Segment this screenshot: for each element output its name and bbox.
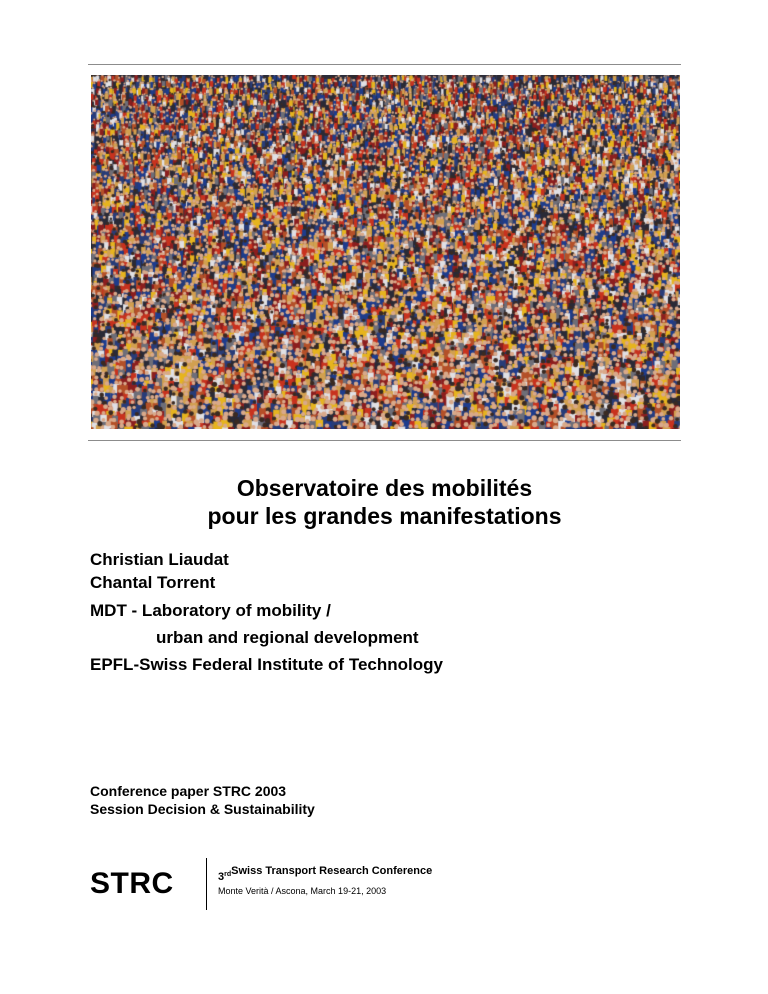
author-name: Chantal Torrent [90,573,216,592]
author-name: Christian Liaudat [90,550,229,569]
crowd-photo-canvas [91,75,680,429]
ordinal-number: 3 [218,871,225,883]
logo-divider [206,858,207,910]
crowd-photo [91,75,680,429]
affiliation-lab-line-1: MDT - Laboratory of mobility / [90,601,331,620]
conference-paper-label: Conference paper STRC 2003 [90,783,287,799]
conference-venue-date: Monte Verità / Ascona, March 19-21, 2003 [218,886,387,896]
conference-name [218,862,433,883]
conference-name-text: Swiss Transport Research Conference [231,865,433,877]
document-title-line-1: Observatoire des mobilités [236,475,533,501]
strc-logo: STRC [90,867,174,900]
affiliation-lab-line-2: urban and regional development [156,628,419,647]
ordinal-suffix: rd [224,871,232,878]
bottom-rule [88,440,681,441]
top-rule [88,64,681,65]
document-title-line-2: pour les grandes manifestations [207,503,562,529]
conference-ordinal [218,871,231,883]
affiliation-institute: EPFL-Swiss Federal Institute of Technology [90,655,443,674]
conference-session-label: Session Decision & Sustainability [90,801,315,817]
